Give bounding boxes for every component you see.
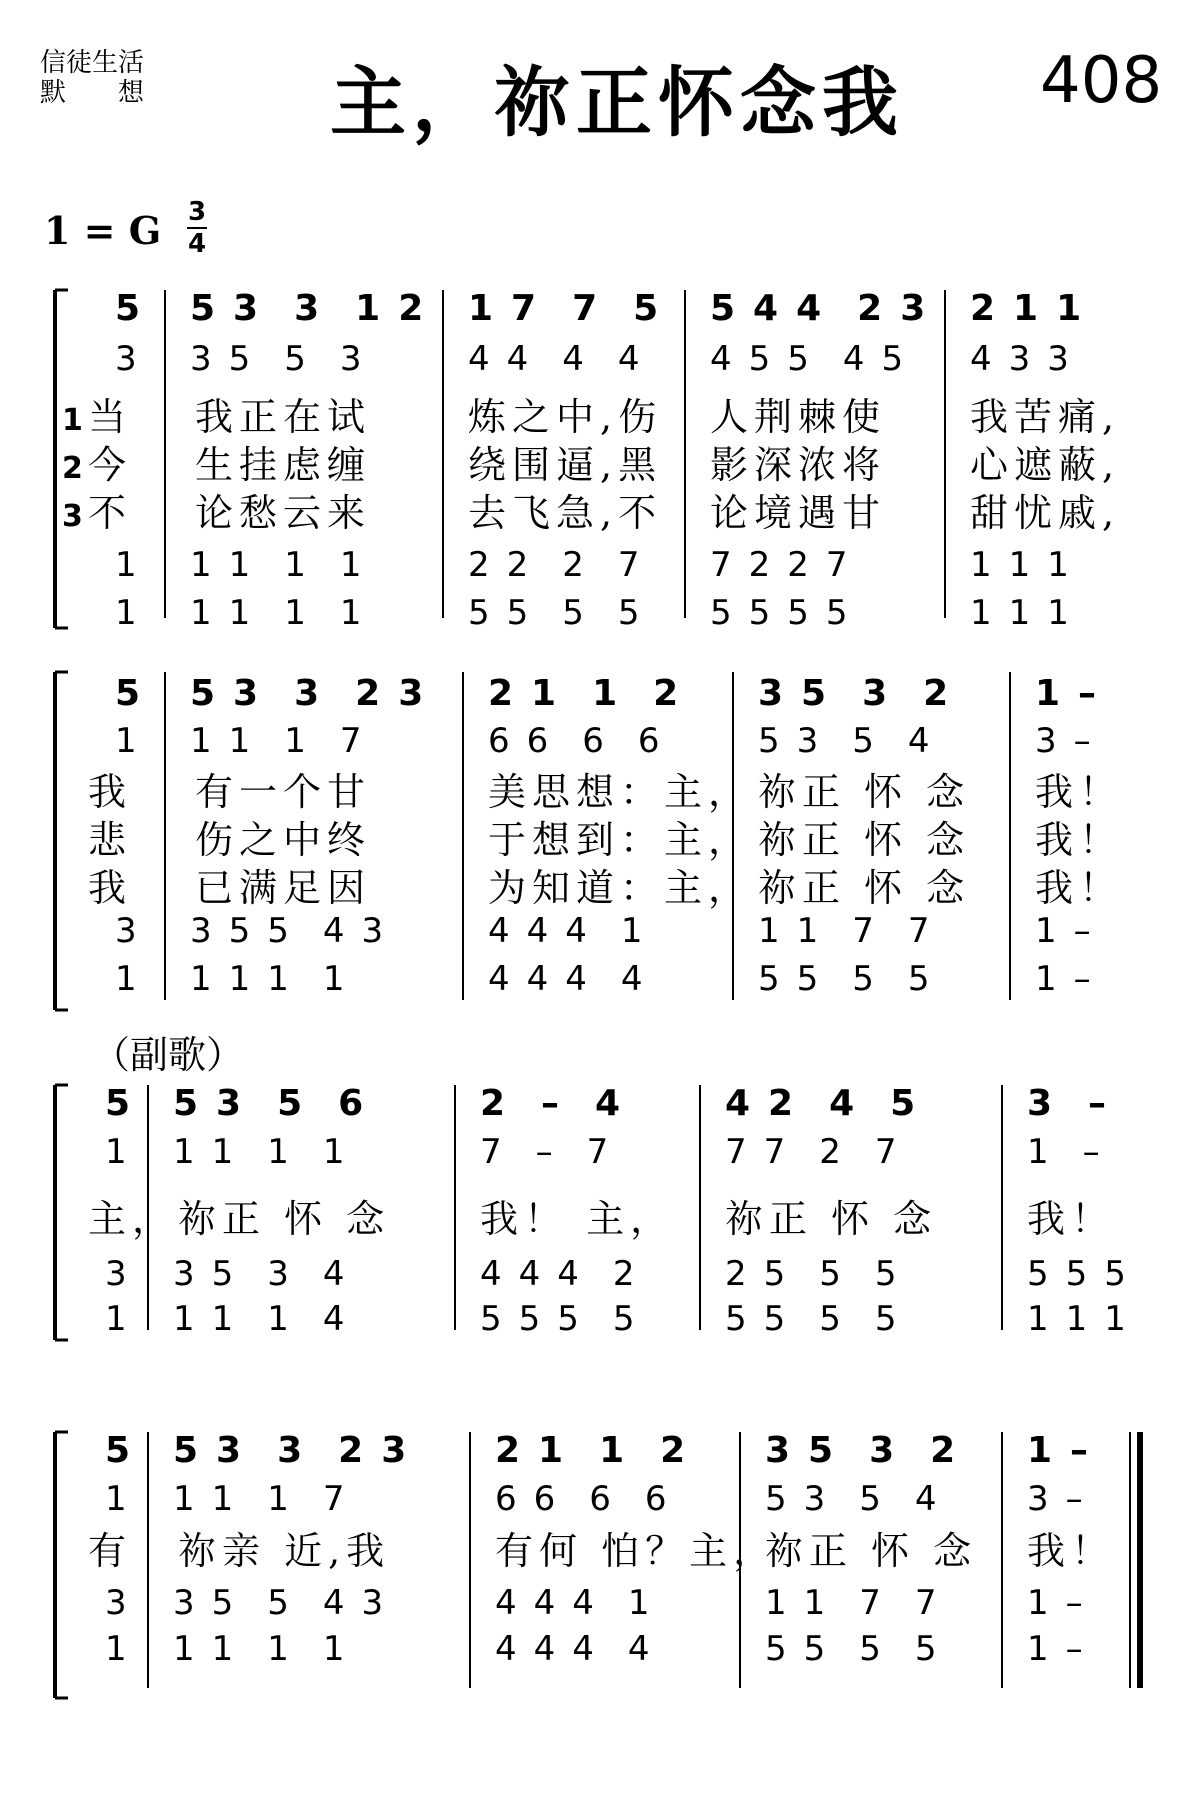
lyric-text: 祢亲 近,我 — [178, 1529, 391, 1573]
lyric-text: 美思想：主， — [488, 770, 753, 814]
lyric-text: 我 — [88, 866, 133, 910]
lyric-text: 绕围逼,黑 — [468, 443, 663, 487]
alto-notes: 3 5 5 3 — [190, 339, 362, 379]
alto-notes: 6 6 6 6 — [488, 721, 660, 761]
alto-notes: 1 1 1 7 — [190, 721, 362, 761]
alto-notes: 1 — [115, 721, 137, 761]
alto-notes: 7 7 2 7 — [725, 1132, 897, 1172]
tenor-notes: 2 5 5 5 — [725, 1254, 897, 1294]
alto-notes: 3 – — [1035, 721, 1091, 761]
hymn-number: 408 — [1040, 44, 1163, 118]
alto-notes: 3 – — [1027, 1479, 1083, 1519]
lyric-text: 祢正 怀 念 — [178, 1197, 391, 1241]
tenor-notes: 1 1 7 7 — [765, 1583, 937, 1623]
soprano-notes: 3 5 3 2 — [758, 673, 949, 714]
category-line2-a: 默 — [40, 78, 67, 108]
soprano-notes: 2 – 4 — [480, 1083, 621, 1124]
bass-notes: 1 – — [1035, 959, 1091, 999]
soprano-notes: 2 1 1 2 — [495, 1430, 686, 1471]
lyric-text: 有一个甘 — [195, 770, 372, 814]
lyric-text: 于想到：主， — [488, 818, 753, 862]
chorus-label: （副歌） — [92, 1033, 245, 1077]
bass-notes: 5 5 5 5 — [765, 1629, 937, 1669]
soprano-notes: 2 1 1 2 — [488, 673, 679, 714]
bass-notes: 5 5 5 5 — [710, 593, 848, 633]
lyric-text: 我苦痛, — [970, 395, 1121, 439]
category-line1: 信徒生活 — [40, 48, 145, 78]
alto-notes: 1 – — [1027, 1132, 1100, 1172]
lyric-text: 去飞急,不 — [468, 491, 663, 535]
tenor-notes: 3 5 5 4 3 — [190, 911, 384, 951]
lyric-text: 我正在试 — [195, 395, 372, 439]
soprano-notes: 1 – — [1035, 673, 1097, 714]
tenor-notes: 4 4 4 1 — [488, 911, 643, 951]
lyric-text: 我！ — [1035, 770, 1124, 814]
bass-notes: 1 — [115, 593, 137, 633]
verse-number: 1 — [62, 403, 83, 438]
tenor-notes: 3 — [105, 1254, 127, 1294]
tenor-notes: 1 – — [1027, 1583, 1083, 1623]
bass-notes: 1 — [105, 1299, 127, 1339]
soprano-notes: 5 — [115, 288, 141, 329]
tenor-notes: 4 4 4 1 — [495, 1583, 650, 1623]
lyric-text: 我！ 主， — [480, 1197, 675, 1241]
hymn-title: 主，祢正怀念我 — [330, 58, 904, 147]
bass-notes: 1 1 1 1 — [190, 959, 345, 999]
soprano-notes: 4 2 4 5 — [725, 1083, 916, 1124]
bass-notes: 1 1 1 4 — [173, 1299, 345, 1339]
lyric-text: 我！ — [1027, 1529, 1116, 1573]
category-line2-b: 想 — [117, 78, 144, 108]
lyric-text: 我！ — [1035, 818, 1124, 862]
time-signature-bottom: 4 — [187, 229, 207, 259]
lyric-text: 论愁云来 — [195, 491, 372, 535]
alto-notes: 1 1 1 7 — [173, 1479, 345, 1519]
lyric-text: 祢正 怀 念 — [758, 770, 971, 814]
lyric-text: 炼之中,伤 — [468, 395, 663, 439]
alto-notes: 6 6 6 6 — [495, 1479, 667, 1519]
soprano-notes: 5 3 5 6 — [173, 1083, 364, 1124]
lyric-text: 祢正 怀 念 — [758, 818, 971, 862]
lyric-text: 我 — [88, 770, 133, 814]
bass-notes: 1 1 1 1 — [173, 1629, 345, 1669]
key-signature: 1 = G — [44, 208, 162, 253]
lyric-text: 我！ — [1035, 866, 1124, 910]
bass-notes: 4 4 4 4 — [488, 959, 643, 999]
tenor-notes: 1 1 7 7 — [758, 911, 930, 951]
tenor-notes: 5 5 5 — [1027, 1254, 1126, 1294]
lyric-text: 生挂虑缠 — [195, 443, 372, 487]
lyric-text: 影深浓将 — [710, 443, 887, 487]
alto-notes: 5 3 5 4 — [758, 721, 930, 761]
tenor-notes: 1 1 1 — [970, 545, 1069, 585]
lyric-text: 当 — [88, 395, 133, 439]
soprano-notes: 1 7 7 5 — [468, 288, 659, 329]
tenor-notes: 7 2 2 7 — [710, 545, 848, 585]
bass-notes: 5 5 5 5 — [480, 1299, 635, 1339]
lyric-text: 甜忧戚, — [970, 491, 1121, 535]
bass-notes: 1 — [115, 959, 137, 999]
lyric-text: 不 — [88, 491, 133, 535]
alto-notes: 1 — [105, 1479, 127, 1519]
bass-notes: 5 5 5 5 — [725, 1299, 897, 1339]
tenor-notes: 1 1 1 1 — [190, 545, 362, 585]
time-signature-top: 3 — [187, 197, 207, 227]
soprano-notes: 3 – — [1027, 1083, 1107, 1124]
lyric-text: 我！ — [1027, 1197, 1116, 1241]
tenor-notes: 3 — [115, 911, 137, 951]
tenor-notes: 3 — [105, 1583, 127, 1623]
soprano-notes: 1 – — [1027, 1430, 1089, 1471]
lyric-text: 为知道：主， — [488, 866, 753, 910]
soprano-notes: 2 1 1 — [970, 288, 1082, 329]
lyric-text: 心遮蔽, — [970, 443, 1121, 487]
lyric-text: 今 — [88, 443, 133, 487]
soprano-notes: 5 4 4 2 3 — [710, 288, 926, 329]
alto-notes: 1 1 1 1 — [173, 1132, 345, 1172]
tenor-notes: 3 5 5 4 3 — [173, 1583, 384, 1623]
bass-notes: 1 1 1 — [1027, 1299, 1126, 1339]
alto-notes: 4 3 3 — [970, 339, 1069, 379]
soprano-notes: 5 — [105, 1430, 131, 1471]
bass-notes: 5 5 5 5 — [758, 959, 930, 999]
lyric-text: 已满足因 — [195, 866, 372, 910]
tenor-notes: 1 — [115, 545, 137, 585]
alto-notes: 7 – 7 — [480, 1132, 609, 1172]
soprano-notes: 5 — [105, 1083, 131, 1124]
bass-notes: 1 1 1 1 — [190, 593, 362, 633]
lyric-text: 伤之中终 — [195, 818, 372, 862]
verse-number: 2 — [62, 451, 83, 486]
lyric-text: 祢正 怀 念 — [758, 866, 971, 910]
bass-notes: 1 – — [1027, 1629, 1083, 1669]
alto-notes: 4 5 5 4 5 — [710, 339, 904, 379]
lyric-text: 悲 — [88, 818, 133, 862]
soprano-notes: 5 3 3 2 3 — [173, 1430, 407, 1471]
tenor-notes: 2 2 2 7 — [468, 545, 640, 585]
tenor-notes: 4 4 4 2 — [480, 1254, 635, 1294]
bass-notes: 4 4 4 4 — [495, 1629, 650, 1669]
verse-number: 3 — [62, 499, 83, 534]
bass-notes: 1 — [105, 1629, 127, 1669]
tenor-notes: 3 5 3 4 — [173, 1254, 345, 1294]
lyric-text: 有 — [88, 1529, 133, 1573]
alto-notes: 1 — [105, 1132, 127, 1172]
alto-notes: 4 4 4 4 — [468, 339, 640, 379]
lyric-text: 人荆棘使 — [710, 395, 887, 439]
lyric-text: 有何 怕？主， — [495, 1529, 778, 1573]
alto-notes: 5 3 5 4 — [765, 1479, 937, 1519]
soprano-notes: 5 — [115, 673, 141, 714]
lyric-text: 主， — [88, 1197, 177, 1241]
tenor-notes: 1 – — [1035, 911, 1091, 951]
lyric-text: 祢正 怀 念 — [765, 1529, 978, 1573]
bass-notes: 5 5 5 5 — [468, 593, 640, 633]
lyric-text: 论境遇甘 — [710, 491, 887, 535]
soprano-notes: 5 3 3 2 3 — [190, 673, 424, 714]
bass-notes: 1 1 1 — [970, 593, 1069, 633]
alto-notes: 3 — [115, 339, 137, 379]
soprano-notes: 5 3 3 1 2 — [190, 288, 424, 329]
soprano-notes: 3 5 3 2 — [765, 1430, 956, 1471]
lyric-text: 祢正 怀 念 — [725, 1197, 938, 1241]
